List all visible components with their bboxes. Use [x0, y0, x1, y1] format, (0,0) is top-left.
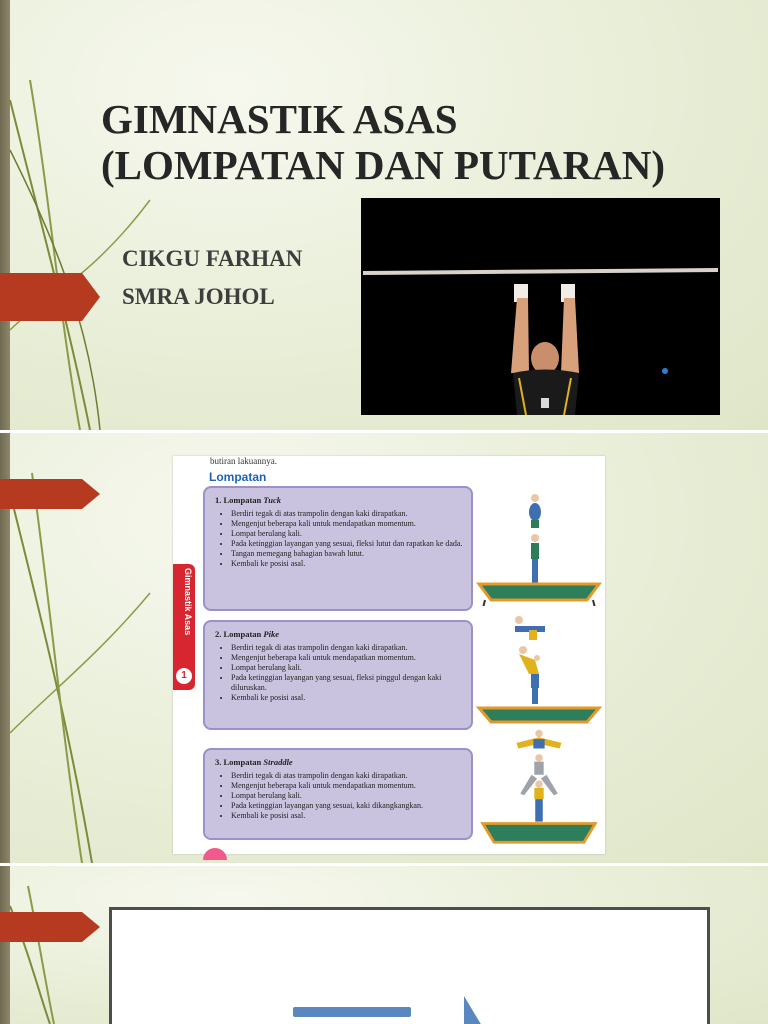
box-title-italic: Straddle — [263, 757, 293, 767]
box-number: 2. — [215, 629, 222, 639]
lompatan-tuck-box — [203, 486, 473, 611]
gymnast-photo — [361, 198, 720, 415]
box-number: 1. — [215, 495, 222, 505]
blue-bar-shape — [293, 1007, 411, 1017]
list-item: • Pada ketinggian layangan yang sesuai, fleksi pinggul dengan kaki diluruskan. — [231, 673, 463, 693]
list-item: • Mengenjut beberapa kali untuk mendapatkan momentum. — [231, 653, 463, 663]
section-heading: Lompatan — [209, 470, 267, 484]
chapter-side-tab — [173, 564, 195, 690]
list-item: • Berdiri tegak di atas trampolin dengan kaki dirapatkan. — [231, 643, 463, 653]
list-item: • Berdiri tegak di atas trampolin dengan kaki dirapatkan. — [231, 509, 463, 519]
school-name: SMRA JOHOL — [122, 284, 275, 309]
box-title-italic: Pike — [263, 629, 279, 639]
list-item: • Lompat berulang kali. — [231, 791, 463, 801]
list-item: • Pada ketinggian layangan yang sesuai, kaki dikangkangkan. — [231, 801, 463, 811]
slide-tag — [0, 912, 100, 942]
list-item: • Lompat berulang kali. — [231, 529, 463, 539]
list-item: • Mengenjut beberapa kali untuk mendapatkan momentum. — [231, 781, 463, 791]
lompatan-straddle-box — [203, 748, 473, 840]
list-item: • Kembali ke posisi asal. — [231, 693, 463, 703]
pike-jump-figure — [475, 608, 603, 728]
tuck-jump-figure — [475, 486, 603, 606]
box-title — [215, 757, 463, 767]
title-slide — [0, 0, 768, 430]
chapter-number: 1 — [176, 668, 192, 684]
list-item: • Pada ketinggian layangan yang sesuai, fleksi lutut dan rapatkan ke dada. — [231, 539, 463, 549]
steps-list — [215, 509, 463, 569]
steps-list — [215, 643, 463, 703]
list-item: • Tangan memegang bahagian bawah lutut. — [231, 549, 463, 559]
intro-text: butiran lakuannya. — [210, 456, 277, 466]
title-tag — [0, 273, 100, 321]
gymnast-illustration — [361, 198, 720, 415]
box-title-prefix: Lompatan — [223, 495, 262, 505]
box-title-prefix: Lompatan — [223, 629, 262, 639]
box-number: 3. — [215, 757, 222, 767]
slide-title — [101, 96, 665, 188]
box-title-prefix: Lompatan — [223, 757, 262, 767]
diagram-frame — [109, 907, 710, 1024]
page-badge — [203, 848, 227, 860]
list-item: • Mengenjut beberapa kali untuk mendapatkan momentum. — [231, 519, 463, 529]
steps-list — [215, 771, 463, 821]
blue-triangle-shape — [464, 996, 504, 1024]
side-tab-label: Gimnastik Asas — [183, 568, 193, 636]
box-title-italic: Tuck — [263, 495, 282, 505]
box-title — [215, 495, 463, 505]
title-line-1: GIMNASTIK ASAS — [101, 96, 458, 142]
title-line-2: (LOMPATAN DAN PUTARAN) — [101, 142, 666, 188]
straddle-jump-figure — [475, 726, 603, 846]
author-block — [122, 240, 302, 316]
diagram-slide — [0, 866, 768, 1024]
textbook-page — [173, 456, 605, 854]
box-title — [215, 629, 463, 639]
list-item: • Lompat berulang kali. — [231, 663, 463, 673]
slide-tag — [0, 479, 100, 509]
list-item: • Kembali ke posisi asal. — [231, 811, 463, 821]
lompatan-pike-box — [203, 620, 473, 730]
swirl-decoration — [0, 0, 160, 430]
lompatan-slide — [0, 433, 768, 863]
list-item: • Berdiri tegak di atas trampolin dengan kaki dirapatkan. — [231, 771, 463, 781]
list-item: • Kembali ke posisi asal. — [231, 559, 463, 569]
author-name: CIKGU FARHAN — [122, 246, 303, 271]
